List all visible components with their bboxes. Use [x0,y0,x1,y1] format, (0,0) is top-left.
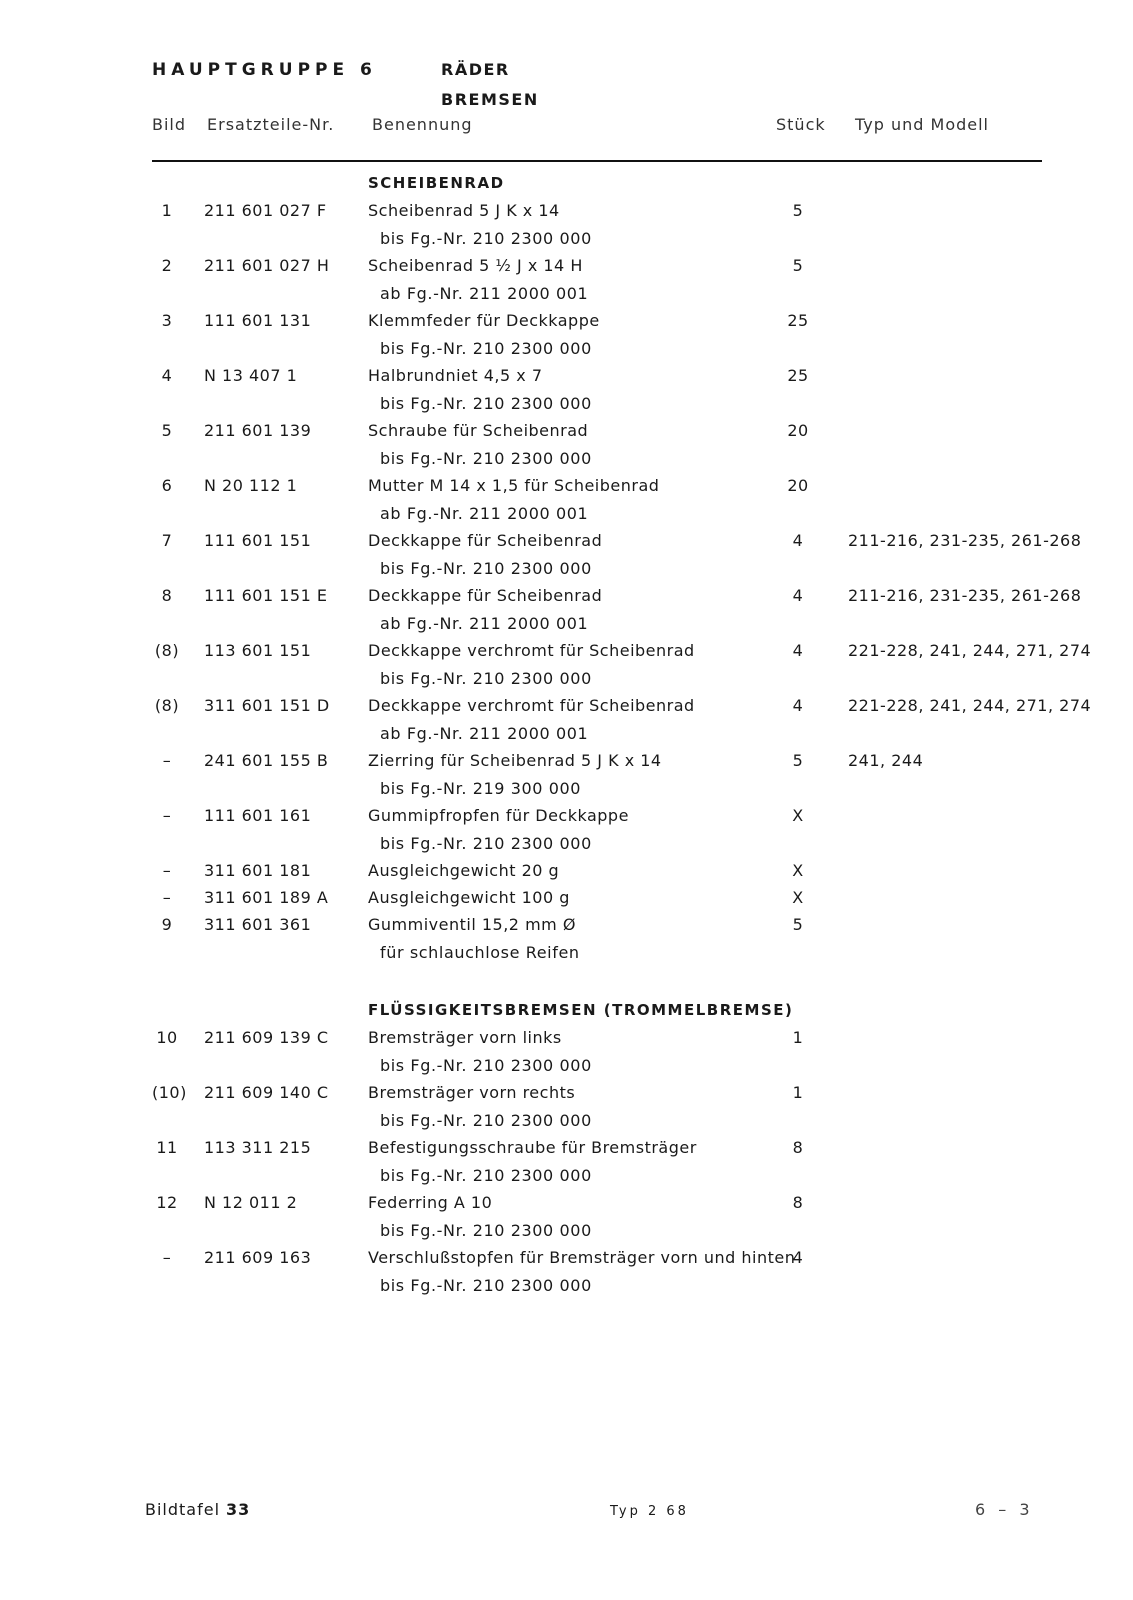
row-chassis-range: ab Fg.-Nr. 211 2000 001 [380,614,589,633]
main-group-label: HAUPTGRUPPE 6 [152,60,377,80]
plate-reference [145,1500,250,1519]
column-header-bild: Bild [152,115,187,134]
group-title-raeder: RÄDER [441,60,510,79]
row-figure-number: (8) [154,641,180,660]
row-model-types: 241, 244 [848,751,924,770]
row-description: Gummiventil 15,2 mm Ø [368,915,576,934]
type-note: Typ 2 68 [610,1504,689,1519]
row-chassis-range: bis Fg.-Nr. 210 2300 000 [380,339,592,358]
plate-number: 33 [226,1500,251,1519]
column-header-benennung: Benennung [372,115,473,134]
column-header-stueck: Stück [776,115,826,134]
row-part-number: 211 601 027 H [204,256,330,275]
row-quantity: X [792,888,804,907]
row-description: Scheibenrad 5 ½ J x 14 H [368,256,583,275]
row-chassis-range: für schlauchlose Reifen [380,943,580,962]
row-figure-number: – [162,1248,172,1267]
row-quantity: 5 [792,256,804,275]
row-part-number: 211 609 139 C [204,1028,329,1047]
row-figure-number: 9 [161,915,173,934]
row-part-number: N 20 112 1 [204,476,298,495]
row-chassis-range: bis Fg.-Nr. 210 2300 000 [380,1276,592,1295]
row-quantity: 1 [792,1028,804,1047]
row-part-number: 113 311 215 [204,1138,312,1157]
row-part-number: 311 601 189 A [204,888,329,907]
row-figure-number: 12 [156,1193,178,1212]
row-description: Deckkappe verchromt für Scheibenrad [368,641,695,660]
row-figure-number: 4 [161,366,173,385]
row-quantity: X [792,806,804,825]
row-chassis-range: bis Fg.-Nr. 210 2300 000 [380,394,592,413]
row-figure-number: – [162,888,172,907]
row-quantity: 4 [792,696,804,715]
group-title-bremsen: BREMSEN [441,90,539,109]
row-figure-number: 3 [161,311,173,330]
header-divider [152,160,1042,162]
row-part-number: 311 601 361 [204,915,312,934]
row-figure-number: 11 [156,1138,178,1157]
row-part-number: 211 609 163 [204,1248,312,1267]
row-quantity: 4 [792,586,804,605]
row-quantity: 5 [792,201,804,220]
row-chassis-range: bis Fg.-Nr. 219 300 000 [380,779,582,798]
row-description: Gummipfropfen für Deckkappe [368,806,629,825]
row-figure-number: – [162,806,172,825]
row-chassis-range: ab Fg.-Nr. 211 2000 001 [380,504,589,523]
row-description: Verschlußstopfen für Bremsträger vorn und hinten [368,1248,796,1267]
row-chassis-range: ab Fg.-Nr. 211 2000 001 [380,284,589,303]
row-chassis-range: bis Fg.-Nr. 210 2300 000 [380,669,592,688]
row-description: Scheibenrad 5 J K x 14 [368,201,560,220]
row-quantity: 25 [787,311,809,330]
row-part-number: 111 601 151 E [204,586,328,605]
row-description: Schraube für Scheibenrad [368,421,589,440]
row-quantity: 25 [787,366,809,385]
row-description: Federring A 10 [368,1193,493,1212]
row-description: Deckkappe für Scheibenrad [368,586,603,605]
row-chassis-range: bis Fg.-Nr. 210 2300 000 [380,1166,592,1185]
row-quantity: 8 [792,1138,804,1157]
row-part-number: 311 601 151 D [204,696,330,715]
row-chassis-range: bis Fg.-Nr. 210 2300 000 [380,449,592,468]
row-chassis-range: bis Fg.-Nr. 210 2300 000 [380,1056,592,1075]
row-quantity: 4 [792,531,804,550]
row-quantity: 1 [792,1083,804,1102]
row-chassis-range: bis Fg.-Nr. 210 2300 000 [380,1221,592,1240]
column-header-part-number: Ersatzteile-Nr. [207,115,335,134]
row-model-types: 211-216, 231-235, 261-268 [848,586,1082,605]
row-part-number: N 12 011 2 [204,1193,298,1212]
row-figure-number: 10 [156,1028,178,1047]
row-description: Halbrundniet 4,5 x 7 [368,366,543,385]
row-figure-number: 7 [161,531,173,550]
row-description: Befestigungsschraube für Bremsträger [368,1138,697,1157]
row-part-number: 241 601 155 B [204,751,329,770]
row-part-number: N 13 407 1 [204,366,298,385]
row-chassis-range: bis Fg.-Nr. 210 2300 000 [380,1111,592,1130]
row-description: Deckkappe verchromt für Scheibenrad [368,696,695,715]
row-quantity: 20 [787,476,809,495]
row-description: Mutter M 14 x 1,5 für Scheibenrad [368,476,660,495]
column-header-typ: Typ und Modell [855,115,989,134]
row-part-number: 111 601 151 [204,531,312,550]
section-heading: FLÜSSIGKEITSBREMSEN (TROMMELBREMSE) [368,1001,794,1019]
row-part-number: 211 601 027 F [204,201,327,220]
row-quantity: 20 [787,421,809,440]
row-chassis-range: ab Fg.-Nr. 211 2000 001 [380,724,589,743]
page-code: 6 – 3 [975,1500,1034,1519]
row-figure-number: – [162,751,172,770]
plate-label: Bildtafel [145,1500,221,1519]
row-figure-number: 8 [161,586,173,605]
row-figure-number: 5 [161,421,173,440]
row-description: Bremsträger vorn rechts [368,1083,576,1102]
row-figure-number: (10) [152,1083,187,1102]
row-part-number: 113 601 151 [204,641,312,660]
section-heading: SCHEIBENRAD [368,174,505,192]
row-model-types: 221-228, 241, 244, 271, 274 [848,641,1092,660]
row-figure-number: 2 [161,256,173,275]
row-description: Bremsträger vorn links [368,1028,562,1047]
row-model-types: 221-228, 241, 244, 271, 274 [848,696,1092,715]
row-part-number: 211 601 139 [204,421,312,440]
row-description: Ausgleichgewicht 100 g [368,888,570,907]
row-chassis-range: bis Fg.-Nr. 210 2300 000 [380,229,592,248]
row-part-number: 111 601 131 [204,311,312,330]
row-figure-number: – [162,861,172,880]
row-quantity: 5 [792,751,804,770]
row-quantity: X [792,861,804,880]
row-description: Ausgleichgewicht 20 g [368,861,560,880]
row-quantity: 4 [792,641,804,660]
row-description: Deckkappe für Scheibenrad [368,531,603,550]
row-figure-number: (8) [154,696,180,715]
row-model-types: 211-216, 231-235, 261-268 [848,531,1082,550]
row-part-number: 211 609 140 C [204,1083,329,1102]
row-quantity: 8 [792,1193,804,1212]
row-part-number: 111 601 161 [204,806,312,825]
row-chassis-range: bis Fg.-Nr. 210 2300 000 [380,559,592,578]
row-quantity: 4 [792,1248,804,1267]
row-figure-number: 1 [161,201,173,220]
row-description: Klemmfeder für Deckkappe [368,311,600,330]
row-chassis-range: bis Fg.-Nr. 210 2300 000 [380,834,592,853]
row-figure-number: 6 [161,476,173,495]
row-quantity: 5 [792,915,804,934]
row-part-number: 311 601 181 [204,861,312,880]
row-description: Zierring für Scheibenrad 5 J K x 14 [368,751,662,770]
